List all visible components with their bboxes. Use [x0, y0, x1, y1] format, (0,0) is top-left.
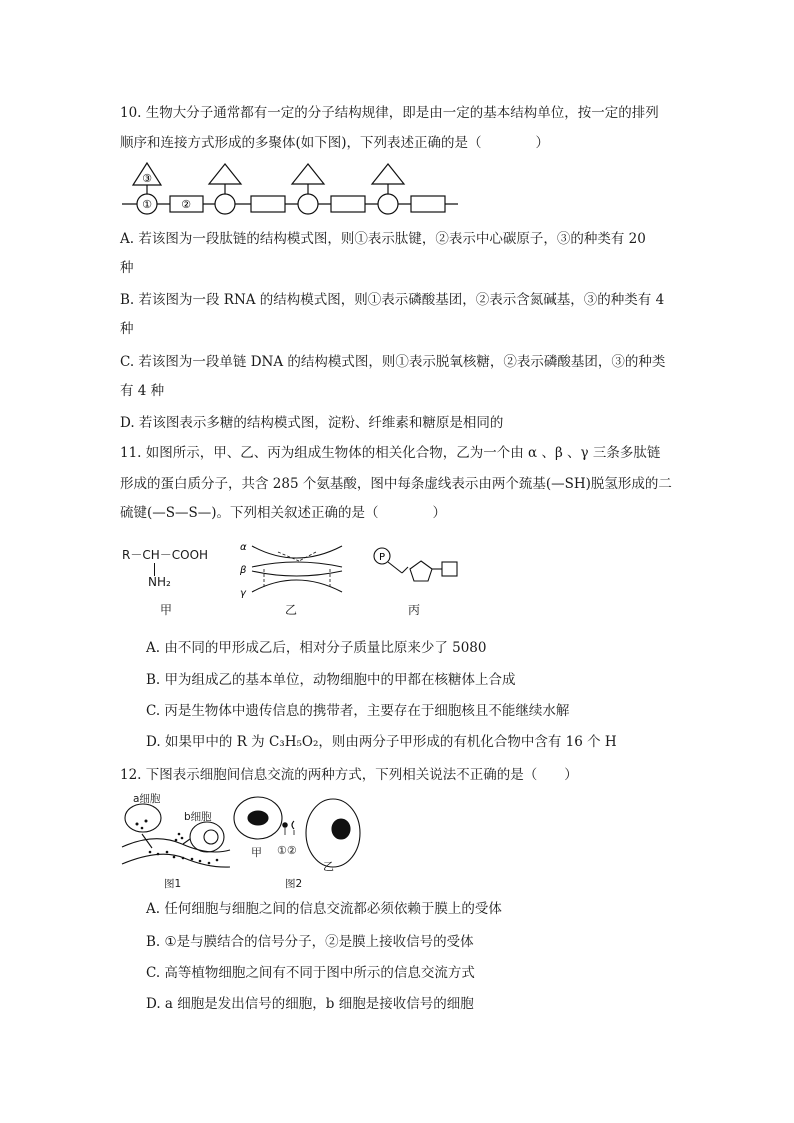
q12-option-b: B. ①是与膜结合的信号分子，②是膜上接收信号的受体	[146, 934, 474, 950]
q10-option-a-line2: 种	[120, 260, 134, 276]
q10-stem-line2: 顺序和连接方式形成的多聚体(如下图)，下列表述正确的是（ ）	[120, 135, 550, 151]
vessel-wall-bottom	[122, 854, 230, 867]
q10-option-b-line2: 种	[120, 321, 134, 337]
alpha-label: α	[240, 542, 247, 553]
marks-label: ①②	[277, 844, 297, 857]
label-1: ①	[142, 198, 152, 211]
label-2: ②	[181, 198, 191, 211]
q10-option-d: D. 若该图表示多糖的结构模式图，淀粉、纤维素和糖原是相同的	[120, 415, 504, 431]
q10-option-c-line1: C. 若该图为一段单链 DNA 的结构模式图，则①表示脱氧核糖，②表示磷酸基团，③的种类	[120, 354, 666, 370]
cell-jia-nucleus	[248, 811, 268, 825]
q10-stem-line1: 10. 生物大分子通常都有一定的分子结构规律，即是由一定的基本结构单位，按一定的排列	[120, 105, 659, 121]
monomer-triangle	[372, 164, 404, 184]
q11-option-a: A. 由不同的甲形成乙后，相对分子质量比原来少了 5080	[146, 640, 487, 656]
label-3: ③	[142, 172, 152, 185]
unit-circle	[378, 194, 398, 214]
base-square	[442, 562, 457, 576]
q12-option-a: A. 任何细胞与细胞之间的信息交流都必须依赖于膜上的受体	[146, 901, 502, 917]
q10-polymer-diagram	[118, 160, 463, 215]
label-jia: 甲	[160, 603, 173, 617]
b-cell-nucleus	[204, 830, 218, 844]
phosphate-label: P	[378, 552, 386, 563]
signal-molecule	[283, 823, 287, 827]
q11-option-c: C. 丙是生物体中遗传信息的携带者，主要存在于细胞核且不能继续水解	[146, 703, 570, 719]
q11-stem-line1: 11. 如图所示，甲、乙、丙为组成生物体的相关化合物，乙为一个由 α 、β 、γ 三条多肽链	[120, 445, 661, 461]
q12-option-c: C. 高等植物细胞之间有不同于图中所示的信息交流方式	[146, 965, 475, 981]
beta-label: β	[240, 565, 247, 576]
q11-option-b: B. 甲为组成乙的基本单位，动物细胞中的甲都在核糖体上合成	[146, 672, 516, 688]
q11-option-d: D. 如果甲中的 R 为 C₃H₅O₂，则由两分子甲形成的有机化合物中含有 16 个 H	[146, 734, 617, 750]
pentose-pentagon	[410, 561, 432, 581]
receptor	[292, 821, 294, 829]
unit-circle	[215, 194, 235, 214]
gamma-label: γ	[240, 588, 246, 599]
monomer-triangle	[209, 164, 241, 184]
b-cell-label: b细胞	[184, 811, 212, 823]
unit-rect	[331, 196, 365, 212]
figure-2-caption: 图2	[285, 878, 303, 890]
cell-yi-nucleus	[332, 819, 350, 839]
unit-rect	[251, 196, 285, 212]
q12-stem: 12. 下图表示细胞间信息交流的两种方式，下列相关说法不正确的是（ ）	[120, 767, 578, 783]
figure-1-caption: 图1	[164, 878, 182, 890]
nucleotide-diagram	[370, 545, 460, 585]
label-yi: 乙	[285, 603, 298, 617]
a-cell-label: a细胞	[133, 793, 161, 805]
protein-diagram	[236, 540, 351, 600]
amino-acid-formula: R－CH－COOH	[122, 548, 209, 562]
figure-2-diagram	[230, 793, 365, 878]
b-cell	[190, 822, 224, 852]
q10-option-b-line1: B. 若该图为一段 RNA 的结构模式图，则①表示磷酸基团，②表示含氮碱基，③的种类有 4	[120, 292, 665, 308]
cell-yi-label: 乙	[323, 860, 334, 873]
unit-circle	[298, 194, 318, 214]
cell-jia-label: 甲	[251, 846, 262, 859]
q12-option-d: D. a 细胞是发出信号的细胞，b 细胞是接收信号的细胞	[146, 996, 474, 1012]
label-bing: 丙	[408, 603, 421, 617]
monomer-triangle	[292, 164, 324, 184]
q11-stem-line3: 硫键(—S—S—)。下列相关叙述正确的是（ ）	[120, 505, 447, 521]
q10-option-a-line1: A. 若该图为一段肽链的结构模式图，则①表示肽键，②表示中心碳原子，③的种类有 20	[120, 231, 646, 247]
amino-group: NH₂	[148, 575, 171, 589]
unit-rect	[411, 196, 445, 212]
q11-stem-line2: 形成的蛋白质分子，共含 285 个氨基酸，图中每条虚线表示由两个巯基(—SH)脱氢形成的二	[120, 476, 672, 492]
q10-option-c-line2: 有 4 种	[120, 383, 165, 399]
